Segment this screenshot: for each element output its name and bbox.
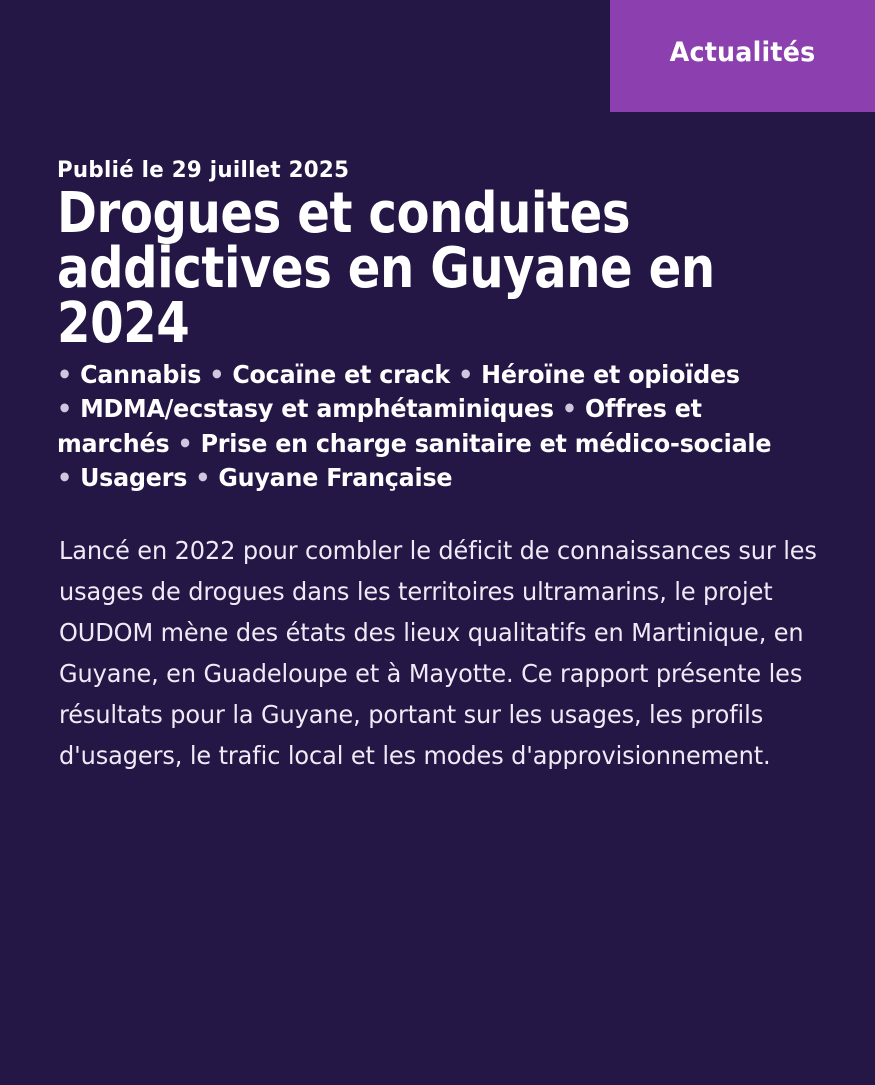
article-summary: Lancé en 2022 pour combler le déficit de connaissances sur les usages de drogues dans les territoires ultramarins, le projet OUDOM mène des états des lieux qualitatifs en Martinique, en Guyane, en Guadeloupe et à Mayotte. Ce rapport présente les résultats pour la Guyane, portant sur les usages, les profils d'usagers, le trafic local et les modes d'approvisionnement. — [59, 535, 817, 770]
category-ribbon[interactable] — [610, 0, 875, 112]
tag-bullet-icon: • — [458, 359, 482, 389]
tag-bullet-icon: • — [561, 394, 585, 424]
tag-bullet-icon: • — [57, 394, 81, 424]
tag-item[interactable]: Usagers — [80, 463, 188, 493]
tag-item[interactable]: Prise en charge sanitaire et médico-sociale — [200, 428, 772, 458]
tag-bullet-icon: • — [177, 428, 201, 458]
category-label: Actualités — [669, 36, 816, 68]
tag-item[interactable]: Cocaïne et crack — [232, 359, 450, 389]
tag-item[interactable]: Offres et marchés — [57, 394, 702, 458]
article-content — [57, 158, 822, 776]
tag-item[interactable]: Guyane Française — [218, 463, 453, 493]
tag-bullet-icon: • — [57, 463, 81, 493]
tag-item[interactable]: Cannabis — [80, 359, 202, 389]
tag-bullet-icon: • — [209, 359, 233, 389]
tag-list — [57, 358, 820, 496]
page-title: Drogues et conduites addictives en Guyane en 2024 — [57, 181, 715, 356]
tag-bullet-icon: • — [195, 463, 219, 493]
publication-date: Publié le 29 juillet 2025 — [57, 158, 350, 183]
tag-bullet-icon: • — [57, 359, 81, 389]
tag-item[interactable]: Héroïne et opioïdes — [481, 359, 740, 389]
tag-item[interactable]: MDMA/ecstasy et amphétaminiques — [80, 394, 554, 424]
